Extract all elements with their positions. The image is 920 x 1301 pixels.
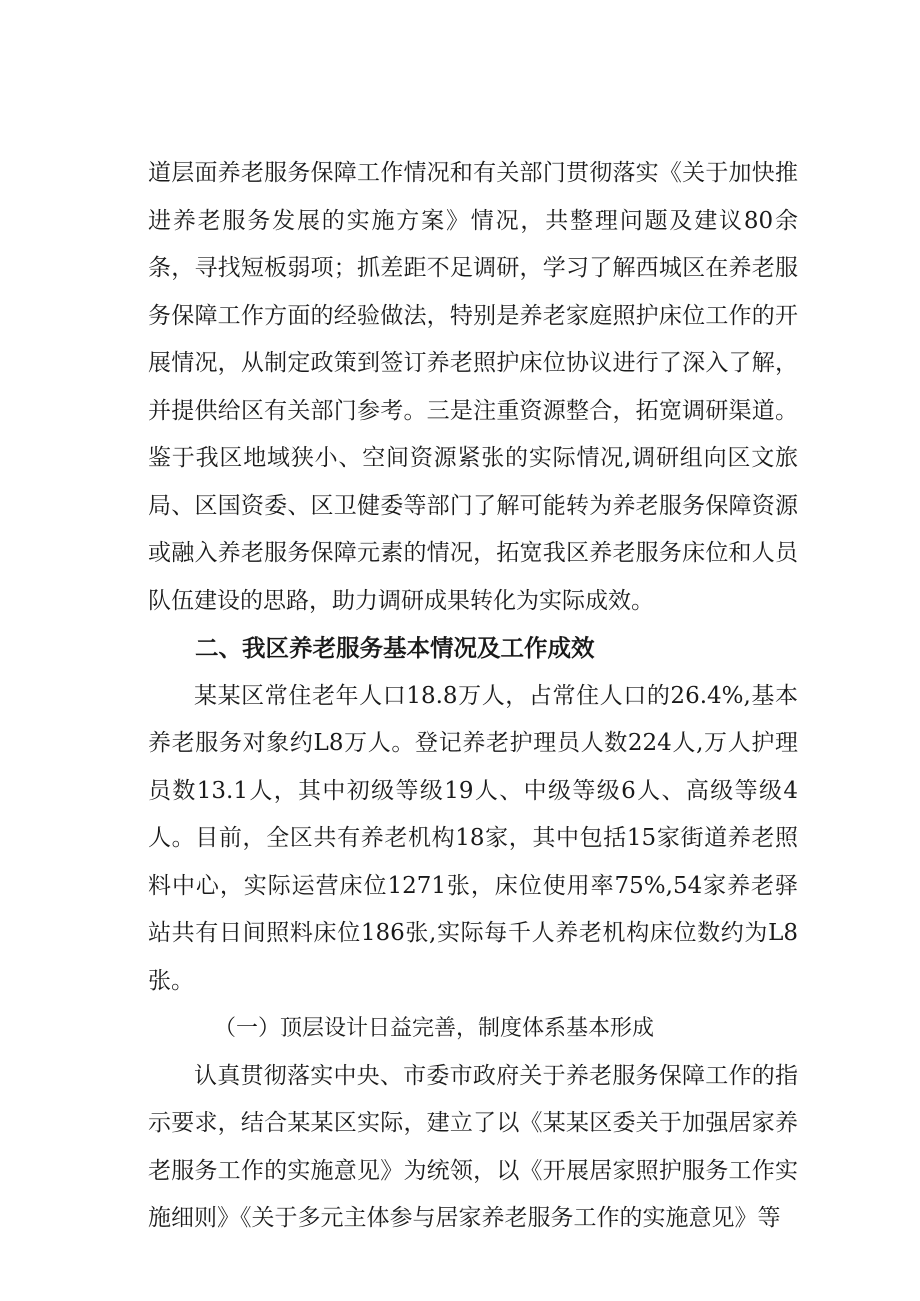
paragraph-basic-situation: 某某区常住老年人口18.8万人，占常住人口的26.4%,基本养老服务对象约L8万人。登记养老护理员人数224人,万人护理员数13.1人，其中初级等级19人、中级等级6人、高级等级4人。目前，全区共有养老机构18家，其中包括15家街道养老照料中心，实际运营床位1271张，床位使用率75%,54家养老驿站共有日间照料床位186张,实际每千人养老机构床位数约为L8张。 bbox=[148, 682, 798, 994]
document-body bbox=[148, 150, 798, 1243]
paragraph-continuation: 道层面养老服务保障工作情况和有关部门贯彻落实《关于加快推进养老服务发展的实施方案》情况，共整理问题及建议80余条，寻找短板弱项；抓差距不足调研，学习了解西城区在养老服务保障工作方面的经验做法，特别是养老家庭照护床位工作的开展情况，从制定政策到签订养老照护床位协议进行了深入了解，并提供给区有关部门参考。三是注重资源整合，拓宽调研渠道。鉴于我区地域狭小、空间资源紧张的实际情况,调研组向区文旅局、区国资委、区卫健委等部门了解可能转为养老服务保障资源或融入养老服务保障元素的情况，拓宽我区养老服务床位和人员队伍建设的思路，助力调研成果转化为实际成效。 bbox=[148, 160, 798, 614]
subsection-heading: （一）顶层设计日益完善，制度体系基本形成 bbox=[214, 1016, 655, 1041]
paragraph-policy-system: 认真贯彻落实中央、市委市政府关于养老服务保障工作的指示要求，结合某某区实际，建立了以《某某区委关于加强居家养老服务工作的实施意见》为统领，以《开展居家照护服务工作实施细则》《关于多元主体参与居家养老服务工作的实施意见》等 bbox=[148, 1062, 798, 1231]
section-heading: 二、我区养老服务基本情况及工作成效 bbox=[195, 634, 595, 662]
